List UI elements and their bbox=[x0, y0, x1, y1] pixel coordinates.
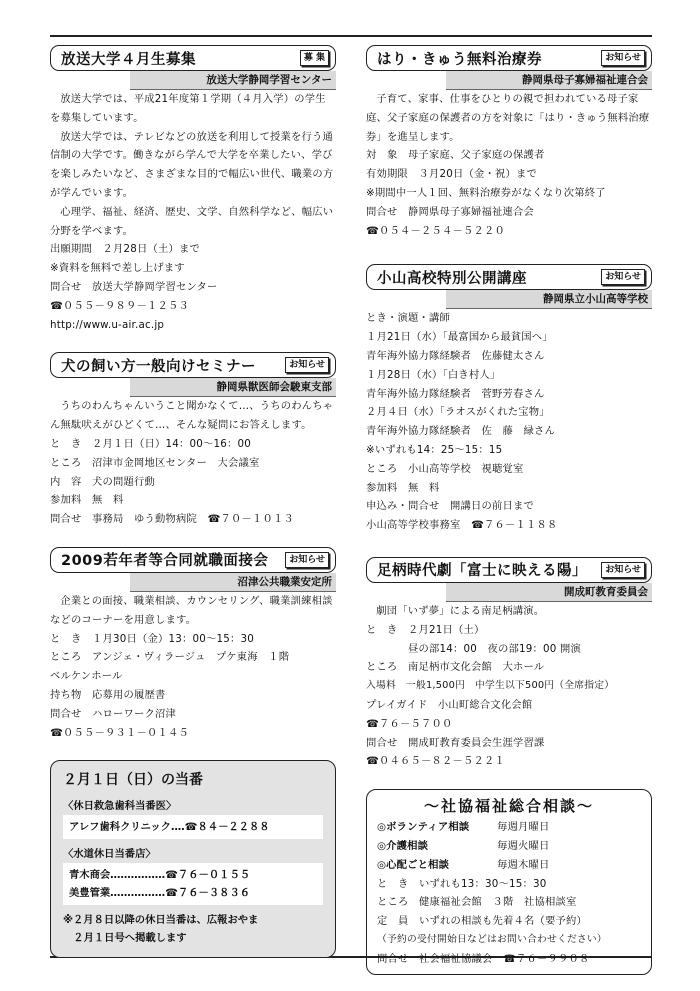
consultation-title: ～社協福祉総合相談～ bbox=[423, 797, 594, 816]
article-line: ☎０５４－２５４－５２２０ bbox=[366, 224, 505, 237]
dental-clinic-line: アレフ歯科クリニック‥‥☎８４－２２８８ bbox=[69, 821, 270, 834]
article-paragraph: うちのわんちゃんいうこと聞かなくて…、うちのわんちゃん無駄吠えがひどくて…、そんな疑問にお答えします。 bbox=[50, 400, 334, 432]
article-ashigara-play bbox=[366, 557, 652, 771]
article-title-box bbox=[50, 547, 336, 573]
water-shop-line: 青木商会‥‥‥‥‥‥‥‥☎７６－０１５５ bbox=[69, 869, 251, 882]
article-line: 問合せ 静岡県母子寡婦福祉連合会 bbox=[366, 205, 534, 218]
article-line: 申込み・問合せ 開講日の前日まで bbox=[366, 500, 534, 513]
consultation-line: 定 員 いずれの相談も先着４名（要予約） bbox=[377, 915, 587, 928]
article-org: 沼津公共職業安定所 bbox=[130, 573, 336, 592]
consultation-day: 毎週月曜日 bbox=[497, 821, 550, 834]
dental-header: 〈休日救急歯科当番医〉 bbox=[63, 800, 177, 813]
article-title-box bbox=[366, 557, 652, 583]
article-open-university bbox=[50, 45, 336, 334]
consultation-label: ◎介護相談 bbox=[377, 839, 429, 852]
top-rule bbox=[50, 35, 652, 37]
consultation-label: ◎心配ごと相談 bbox=[377, 858, 450, 871]
article-org: 放送大学静岡学習センター bbox=[130, 71, 336, 90]
website-link[interactable]: http://www.u-air.ac.jp bbox=[50, 318, 165, 331]
article-paragraph: 劇団「いず夢」による南足柄講演。 bbox=[376, 604, 545, 617]
article-dog-seminar bbox=[50, 352, 336, 529]
article-line: ところ 沼津市金岡地区センター 大会議室 bbox=[50, 456, 260, 469]
holiday-note: ２月１日号へ掲載します bbox=[63, 932, 187, 945]
article-title-box bbox=[366, 264, 652, 290]
article-title-box bbox=[50, 352, 336, 378]
article-paragraph: 心理学、福祉、経済、歴史、文学、自然科学など、幅広い分野を学べます。 bbox=[50, 205, 334, 237]
welfare-consultation-box bbox=[366, 789, 652, 975]
category-tag: お知らせ bbox=[285, 552, 329, 568]
article-paragraph: 企業との面接、職業相談、カウンセリング、職業訓練相談などのコーナーを用意します。 bbox=[50, 594, 333, 626]
right-column bbox=[366, 45, 652, 975]
article-line: 問合せ 事務局 ゆう動物病院 ☎７０－１０１３ bbox=[50, 513, 294, 526]
article-line: ※いずれも14：25～15：15 bbox=[366, 443, 503, 456]
article-paragraph: 放送大学では、テレビなどの放送を利用して授業を行う通信制の大学です。働きながら学んで大学を卒業したい、学びを楽しみたいなど、さまざまな目的で幅広い世代、職業の方が学んでいます。 bbox=[50, 130, 334, 199]
article-org: 開成町教育委員会 bbox=[446, 583, 652, 602]
category-tag: お知らせ bbox=[601, 269, 645, 285]
consultation-item bbox=[377, 837, 641, 856]
consultation-line: （予約の受付開始日などはお問い合わせください） bbox=[377, 933, 607, 945]
article-line: 昼の部14：00 夜の部19：00 開演 bbox=[366, 642, 581, 655]
holiday-duty-title: ２月１日（日）の当番 bbox=[63, 772, 203, 789]
category-tag: お知らせ bbox=[601, 50, 645, 66]
article-line: ところ 小山高等学校 視聴覚室 bbox=[366, 462, 524, 475]
water-entries bbox=[63, 863, 323, 905]
consultation-day: 毎週木曜日 bbox=[497, 858, 550, 871]
consultation-label: ◎ボランティア相談 bbox=[377, 821, 470, 834]
article-org: 静岡県母子寡婦福祉連合会 bbox=[446, 71, 652, 90]
article-acupuncture bbox=[366, 45, 652, 240]
consultation-item bbox=[377, 856, 641, 875]
article-line: 参加料 無 料 bbox=[50, 494, 124, 507]
article-line: １月21日（水）「最富国から最貧国へ」 bbox=[366, 331, 553, 344]
article-line: 対 象 母子家庭、父子家庭の保護者 bbox=[366, 149, 545, 162]
article-line: 小山高等学校事務室 ☎７６－１１８８ bbox=[366, 519, 558, 532]
article-line: ところ 南足柄市文化会館 大ホール bbox=[366, 661, 545, 674]
article-title: 犬の飼い方一般向けセミナー bbox=[61, 358, 256, 375]
article-org: 静岡県獣医師会駿東支部 bbox=[130, 378, 336, 397]
article-line: 有効期限 ３月20日（金・祝）まで bbox=[366, 168, 537, 181]
article-line: とき・演題・講師 bbox=[366, 312, 450, 325]
article-oyama-lecture bbox=[366, 264, 652, 535]
article-title: 放送大学４月生募集 bbox=[61, 51, 196, 68]
article-line: ※資料を無料で差し上げます bbox=[50, 262, 185, 275]
article-line: 出願期間 ２月28日（土）まで bbox=[50, 243, 200, 256]
article-line: ベルケンホール bbox=[50, 670, 123, 683]
article-line: ☎０４６５－８２－５２２１ bbox=[366, 755, 505, 768]
category-tag: お知らせ bbox=[601, 562, 645, 578]
article-line: 問合せ 放送大学静岡学習センター bbox=[50, 280, 218, 293]
consultation-day: 毎週火曜日 bbox=[497, 839, 550, 852]
consultation-line: 問合せ 社会福祉協議会 ☎７６－９９０８ bbox=[377, 952, 590, 965]
article-paragraph: 子育て、家事、仕事をひとりの親で担われている母子家庭、父子家庭の保護者の方を対象に「はり・きゅう無料治療券」を進呈します。 bbox=[366, 93, 650, 143]
article-line: プレイガイド 小山町総合文化会館 bbox=[366, 698, 533, 711]
water-shop-line: 美豊管業‥‥‥‥‥‥‥‥☎７６－３８３６ bbox=[69, 887, 251, 900]
article-line: 入場料 一般1,500円 中学生以下500円（全席指定） bbox=[366, 680, 615, 692]
category-tag: 募 集 bbox=[300, 50, 329, 66]
article-line: 青年海外協力隊経験者 佐藤健太さん bbox=[366, 349, 545, 362]
holiday-note: ※２月８日以降の休日当番は、広報おやま bbox=[63, 914, 259, 927]
article-line: と き ２月21日（土） bbox=[366, 623, 485, 636]
article-line: 参加料 無 料 bbox=[366, 481, 440, 494]
article-line: 内 容 犬の問題行動 bbox=[50, 475, 155, 488]
holiday-duty-box bbox=[50, 760, 336, 958]
article-line: 問合せ ハローワーク沼津 bbox=[50, 707, 176, 720]
article-org: 静岡県立小山高等学校 bbox=[446, 290, 652, 309]
consultation-line: ところ 健康福祉会館 ３階 社協相談室 bbox=[377, 896, 577, 909]
article-title: 足柄時代劇「富士に映える陽」 bbox=[377, 563, 587, 580]
article-line: 青年海外協力隊経験者 佐 藤 緑さん bbox=[366, 425, 555, 438]
article-paragraph: 放送大学では、平成21年度第１学期（４月入学）の学生を募集しています。 bbox=[50, 93, 326, 124]
article-title: 2009若年者等合同就職面接会 bbox=[61, 553, 269, 570]
article-line: ☎７６－５７００ bbox=[366, 717, 453, 730]
article-line: ところ アンジェ・ヴィラージュ プケ東海 １階 bbox=[50, 651, 290, 664]
article-title-box bbox=[366, 45, 652, 71]
article-line: １月28日（水）「白き村人」 bbox=[366, 368, 501, 381]
article-line: と き ２月１日（日）14：00～16：00 bbox=[50, 437, 251, 450]
water-header: 〈水道休日当番店〉 bbox=[63, 848, 156, 861]
article-title-box bbox=[50, 45, 336, 71]
article-line: 持ち物 応募用の履歴書 bbox=[50, 688, 166, 701]
category-tag: お知らせ bbox=[285, 357, 329, 373]
article-line: ２月４日（水）「ラオスがくれた宝物」 bbox=[366, 406, 550, 419]
article-line: 問合せ 開成町教育委員会生涯学習課 bbox=[366, 736, 545, 749]
dental-entry bbox=[63, 815, 323, 839]
consultation-line: と き いずれも13：30～15：30 bbox=[377, 877, 547, 890]
article-line: ☎０５５－９８９－１２５３ bbox=[50, 299, 189, 312]
article-line: と き １月30日（金）13：00～15：30 bbox=[50, 632, 254, 645]
left-column bbox=[50, 45, 336, 958]
consultation-item bbox=[377, 818, 641, 837]
article-job-fair bbox=[50, 547, 336, 742]
article-line: 青年海外協力隊経験者 菅野芳春さん bbox=[366, 387, 545, 400]
article-line: ※期間中一人１回、無料治療券がなくなり次第終了 bbox=[366, 186, 606, 199]
article-title: はり・きゅう無料治療券 bbox=[377, 51, 542, 68]
article-line: ☎０５５－９３１－０１４５ bbox=[50, 726, 189, 739]
article-title: 小山高校特別公開講座 bbox=[377, 270, 527, 287]
